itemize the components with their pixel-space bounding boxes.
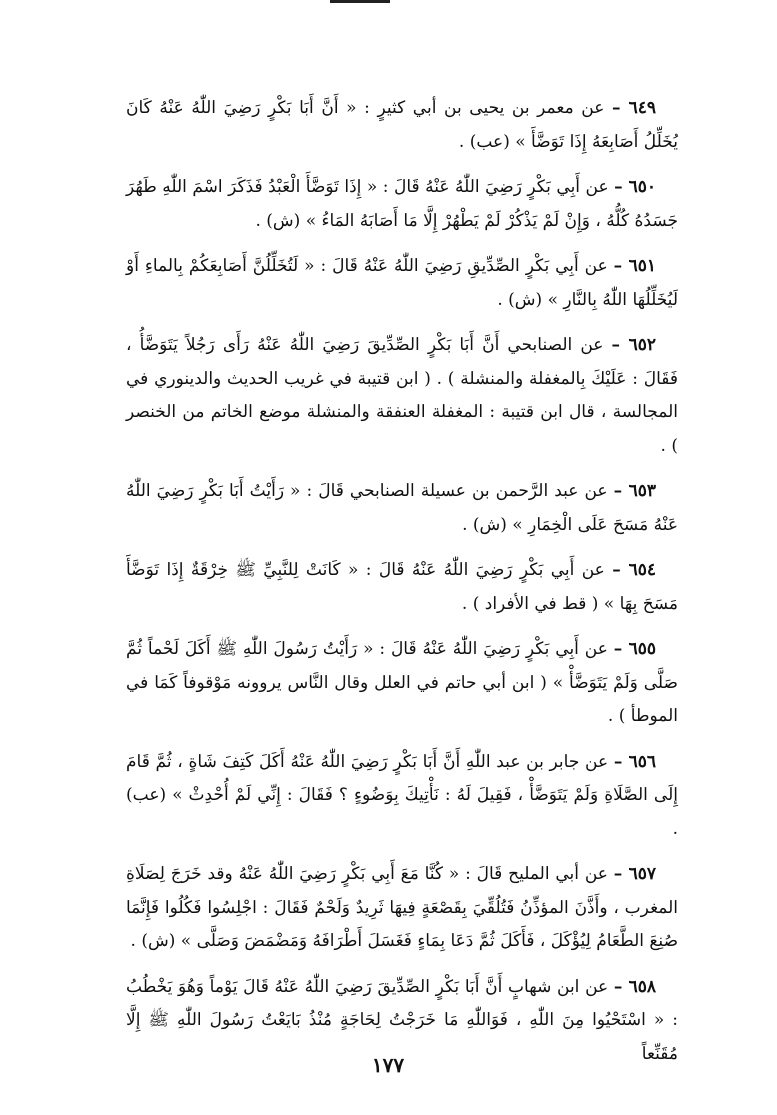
hadith-entry-657 <box>126 858 678 959</box>
hadith-text: عن جابر بن عبد اللّٰهِ أَنَّ أَبَا بَكْرٍ رَضِيَ اللّٰهُ عَنْهُ أَكَلَ كَتِفَ شَاةٍ ، ثُمَّ قَامَ إِلَى الصَّلَاةِ وَلَمْ يَتَوَضَّأْ ، فَقِيلَ لَهُ : نَأْتِيكَ بِوَضُوءٍ ؟ فَقَالَ : إِنِّي لَمْ أُحْدِثْ » (عب) . <box>126 751 678 839</box>
hadith-text: عن أبي المليح قَالَ : « كُنَّا مَعَ أَبِي بَكْرٍ رَضِيَ اللّٰهُ عَنْهُ وقد خَرَجَ لِصَلَاةِ المغرب ، وأَذَّنَ المؤذِّنُ فَتُلُقِّيَ بِقَصْعَةٍ فِيهَا ثَرِيدٌ وَلَحْمٌ فَقَالَ : اجْلِسُوا فَكُلُوا فَإِنَّمَا صُنِعَ الطَّعَامُ لِيُؤْكَلَ ، فَأَكَلَ ثُمَّ دَعَا بِمَاءٍ فَغَسَلَ أَطْرَافَهُ وَمَضْمَضَ وَصَلَّى » (ش) . <box>126 864 678 951</box>
hadith-number: ٦٤٩ – <box>611 98 657 118</box>
hadith-number: ٦٥٤ – <box>612 560 656 580</box>
hadith-number: ٦٥٨ – <box>613 976 657 997</box>
hadith-text: عن الصنابحي أَنَّ أَبَا بَكْرٍ الصِّدِّيقَ رَضِيَ اللّٰهُ عَنْهُ رَأَى رَجُلاً يَتَوَضَّأُ ، فَقَالَ : عَلَيْكَ بِالمغفلة والمنشلة ) . ( ابن قتيبة في غريب الحديث والدينوري في المجالسة ، قال ابن قتيبة : المغفلة العنفقة والمنشلة موضع الخاتم من الخنصر ) . <box>126 335 678 456</box>
hadith-entry-650 <box>126 171 678 238</box>
hadith-number: ٦٥١ – <box>613 256 657 276</box>
hadith-entry-651 <box>126 250 678 317</box>
hadith-entry-654 <box>126 554 678 621</box>
hadith-text: عن ابن شهابٍ أَنَّ أَبَا بَكْرٍ الصِّدِّيقَ رَضِيَ اللّٰهُ عَنْهُ قَالَ يَوْماً وَهُوَ يَخْطُبُ : « اسْتَحْيُوا مِنَ اللّٰهِ ، فَوَاللّٰهِ مَا خَرَجْتُ لِحَاجَةٍ مُنْذُ بَايَعْتُ رَسُولَ اللّٰهِ ﷺ إِلَّا مُقَنِّعاً <box>126 976 678 1064</box>
page-body <box>126 92 678 1083</box>
hadith-text: عن أَبِي بَكْرٍ رَضِيَ اللّٰهُ عَنْهُ قَالَ : « رَأَيْتُ رَسُولَ اللّٰهِ ﷺ أَكَلَ لَحْماً ثُمَّ صَلَّى وَلَمْ يَتَوَضَّأْ » ( ابن أبي حاتم في العلل وقال النَّاس يروونه مَوْقوفاً كَمَا في الموطأ ) . <box>126 639 678 726</box>
hadith-number: ٦٥٧ – <box>613 864 656 884</box>
hadith-text: عن عبد الرَّحمن بن عسيلة الصنابحي قَالَ : « رَأَيْتُ أَبَا بَكْرٍ رَضِيَ اللّٰهُ عَنْهُ مَسَحَ عَلَى الْخِمَارِ » (ش) . <box>126 481 678 535</box>
hadith-text: عن أَبِي بَكْرٍ الصِّدِّيقِ رَضِيَ اللّٰهُ عَنْهُ قَالَ : « لَتُخَلِّلُنَّ أَصَابِعَكُمْ بِالماءِ أَوْ لَيُخَلِّلُهَا اللّٰهُ بِالنَّارِ » (ش) . <box>126 256 678 310</box>
hadith-number: ٦٥٦ – <box>613 751 657 772</box>
hadith-entry-653 <box>126 475 678 542</box>
hadith-entry-652 <box>126 329 678 463</box>
hadith-number: ٦٥٢ – <box>611 335 657 355</box>
hadith-text: عن أَبِي بَكْرٍ رَضِيَ اللّٰهُ عَنْهُ قَالَ : « كَانَتْ لِلنَّبِيِّ ﷺ خِرْقَةٌ إِذَا تَوَضَّأَ مَسَحَ بِهَا » ( قط في الأفراد ) . <box>126 560 678 614</box>
hadith-entry-649 <box>126 92 678 159</box>
top-rule <box>330 0 390 3</box>
hadith-entry-655 <box>126 633 678 734</box>
hadith-number: ٦٥٣ – <box>613 481 657 501</box>
hadith-number: ٦٥٥ – <box>613 639 657 659</box>
hadith-text: عن أَبِي بَكْرٍ رَضِيَ اللّٰهُ عَنْهُ قَالَ : « إِذَا تَوَضَّأَ الْعَبْدُ فَذَكَرَ اسْمَ اللّٰهِ طَهُرَ جَسَدُهُ كُلُّهُ ، وَإِنْ لَمْ يَذْكُرْ لَمْ يَطْهُرْ إِلَّا مَا أَصَابَهُ المَاءُ » (ش) . <box>126 177 678 231</box>
hadith-number: ٦٥٠ – <box>614 177 656 197</box>
page-number: ١٧٧ <box>371 1053 405 1077</box>
hadith-entry-656 <box>126 746 678 847</box>
hadith-text: عن معمر بن يحيى بن أبي كثيرٍ : « أَنَّ أَبَا بَكْرٍ رَضِيَ اللّٰهُ عَنْهُ كَانَ يُخَلِّلُ أَصَابِعَهُ إِذَا تَوَضَّأَ » (عب) . <box>126 98 678 152</box>
